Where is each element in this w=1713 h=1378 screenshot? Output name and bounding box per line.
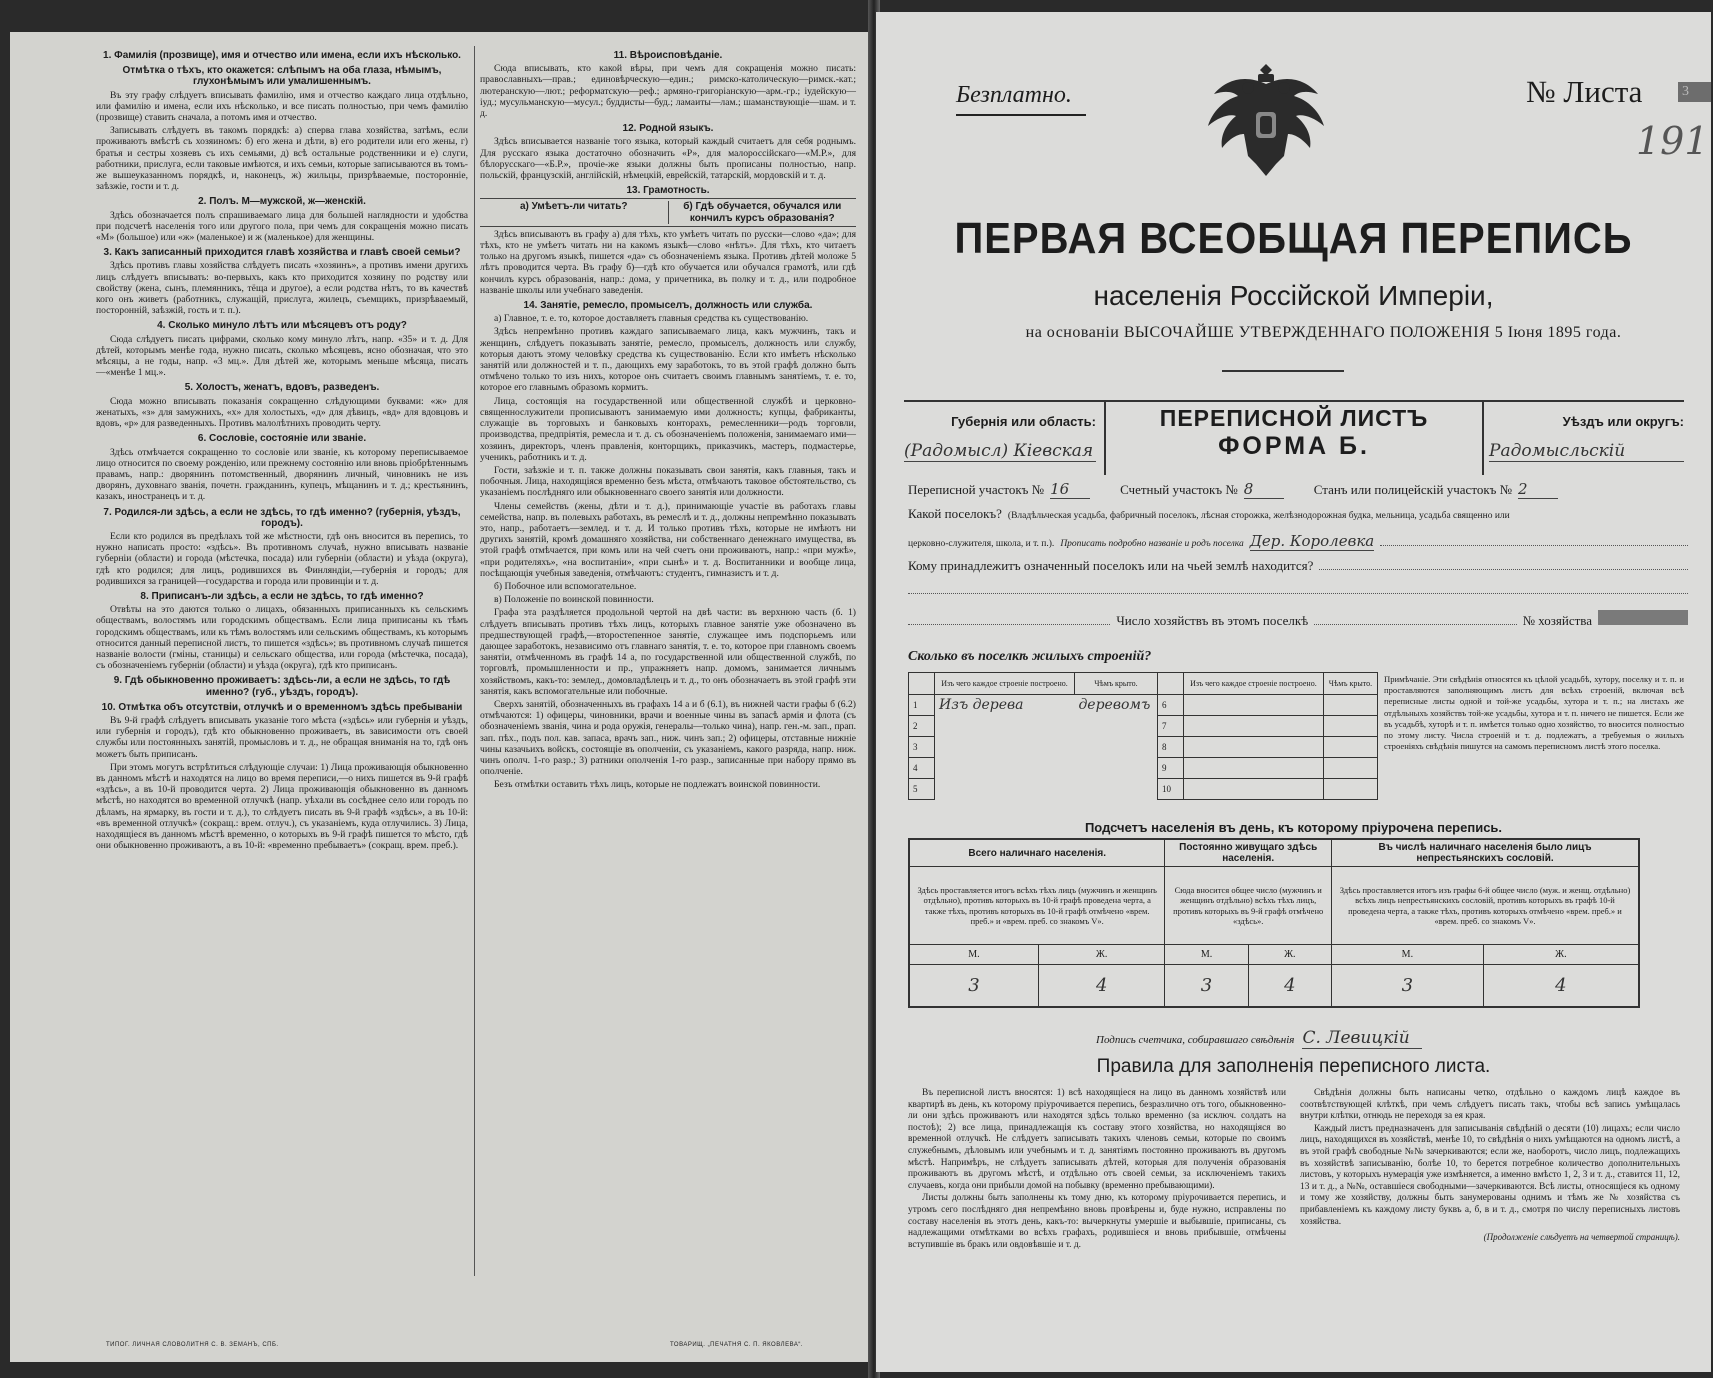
instruction-heading: 11. Вѣроисповѣданіе. — [613, 50, 723, 61]
sheet-number-box — [1678, 82, 1711, 102]
instruction-paragraph: Лица, состоящія на государственной или общественной службѣ и церковно-священнослужители прописываютъ занимаемую ими должность; купцы, фабриканты, служащіе въ торговыхъ и банковыхъ конторахъ, ремесленники—родъ торговли, производства, предпріятія, ремесла и т. д. съ обозначеніемъ положенія, занимаемаго ими—хозяинъ, директоръ, членъ правленія, конторщикъ, приказчикъ, мастеръ, подмастерье, ученикъ, работникъ и т. д. — [480, 395, 856, 463]
instruction-heading: 14. Занятіе, ремесло, промыселъ, должность или служба. — [523, 300, 813, 312]
household-no-label: № хозяйства — [1522, 613, 1593, 628]
rules-title: Правила для заполненія переписного листа. — [1096, 1056, 1491, 1077]
province-value: (Радомысл) Кіевская — [904, 441, 1096, 462]
settlement-row-2 — [908, 532, 1688, 558]
building-roof — [1323, 716, 1377, 737]
bld-num-head — [909, 673, 935, 695]
population-count-table — [908, 838, 1640, 1008]
households-dots — [1314, 615, 1516, 625]
signature-row — [1096, 1028, 1422, 1049]
blank-dots — [908, 584, 1688, 594]
count-permanent-head: Постоянно живущаго здѣсь населенія. — [1165, 839, 1332, 867]
owner-label: Кому принадлежитъ означенный поселокъ или на чьей землѣ находится? — [908, 558, 1314, 573]
instruction-paragraph: Графа эта раздѣляется продольной чертой на двѣ части: въ верхнюю часть (б. 1) слѣдуетъ вписывать противъ тѣхъ лицъ, которыхъ главное занятіе уже обозначено въ предшествующей графѣ,—второстепенное занятіе, служащее имъ подспорьемъ или дающее заработокъ, независимо отъ главнаго занятія, т. е. то, которое при главномъ своемъ занятіи, отмѣченномъ въ графѣ 14 а, по государственной или общественной службѣ, по торговлѣ, промышленности и пр., упражняетъ напр. домомъ, занимается личнымъ хозяйствомъ, какъ-то: землед., домовладѣлецъ и т. д., то онъ обозначаетъ въ этой графѣ эти занятія, какъ вспомогательные или побочные. — [480, 607, 856, 697]
form-title-block — [1104, 400, 1484, 475]
instruction-heading: 5. Холостъ, женатъ, вдовъ, разведенъ. — [184, 382, 380, 394]
literacy-subheading: а) Умѣетъ-ли читать? — [480, 201, 669, 223]
building-row — [909, 695, 1378, 716]
province-label: Губернія или область: — [951, 414, 1096, 429]
count-f-label: Ж. — [1248, 945, 1331, 965]
imprint-right: ТОВАРИЩ. „ПЕЧАТНЯ С. П. ЯКОВЛЕВА“. — [670, 1342, 804, 1348]
instruction-heading: 8. Приписанъ-ли здѣсь, а если не здѣсь, то гдѣ именно? — [140, 590, 424, 602]
building-material — [1183, 695, 1323, 716]
bld-roof-head-left: Чѣмъ крыто. — [1074, 673, 1157, 695]
instruction-paragraph: Отвѣты на это даются только о лицахъ, обязанныхъ приписанныхъ къ сельскимъ обществамъ, волостямъ или городскимъ обществамъ. Если лица приписаны къ тѣмъ городскимъ обществамъ, или къ тѣмъ волостямъ или сельскимъ обществамъ, къ которымъ относится данный переписной листъ, то пишется «здѣсь»; въ противномъ случаѣ пишется названіе волости (гміны, станицы) и сельскаго общества, или города (мѣстечка, посада), съ обозначеніемъ губерніи (области) и уѣзда (округа), гдѣ кто приписанъ. — [96, 604, 468, 672]
instruction-paragraph: б) Побочное или вспомогательное. — [494, 580, 637, 592]
count-nonpeasant-m: 3 — [1331, 965, 1483, 1007]
count-permanent-desc: Сюда вносится общее число (мужчинъ и женщинъ отдѣльно) всѣхъ тѣхъ лицъ, противъ которыхъ въ 9-й графѣ отмѣчено «здѣсь». — [1165, 867, 1332, 945]
handwritten-number: 191 — [1636, 119, 1709, 163]
building-material: Изъ дерева — [939, 697, 1024, 714]
instruction-paragraph: Члены семействъ (жены, дѣти и т. д.), принимающіе участіе въ работахъ главы семейства, напр. въ полевыхъ работахъ, въ ремеслѣ и т. д., должны непремѣнно показывать это, напр., работаетъ—землед. и т. д. И только противъ тѣхъ, которые не имѣютъ ни другихъ занятій, кромѣ домашняго хозяйства, ни собственнаго денежнаго имущества, въ этой графѣ отмѣчается, при комъ или на чей счетъ они проживаютъ, напр.: «при мужѣ», «при родителяхъ», «на воспитаніи», «при сынѣ» и т. д. Воспитанники и вообще лица, посѣщающія учебныя заведенія, отмѣчаютъ: студентъ, гимназистъ и т. д. — [480, 500, 856, 579]
rules-right-paragraph: Свѣдѣнія должны быть написаны четко, отдѣльно о каждомъ лицѣ каждое въ соотвѣтствующей клѣткѣ, при чемъ слѣдуетъ писать такъ, чтобы всѣ запись умѣщалась внутри клѣтки, отнюдь не переходя за ея края. — [1300, 1088, 1680, 1122]
households-row — [908, 610, 1688, 636]
imprint-left: ТИПОГ. ЛИЧНАЯ СЛОВОЛИТНЯ С. В. ЗЕМАНЪ, СПБ. — [106, 1342, 279, 1348]
building-roof — [1323, 695, 1377, 716]
instruction-heading: 4. Сколько минуло лѣтъ или мѣсяцевъ отъ роду? — [157, 320, 407, 332]
instruction-heading: 13. Грамотность. — [626, 185, 710, 197]
census-title: ПЕРВАЯ ВСЕОБЩАЯ ПЕРЕПИСЬ — [954, 215, 1633, 263]
column-divider — [474, 46, 475, 1276]
instruction-paragraph: Въ 9-й графѣ слѣдуетъ вписывать указаніе того мѣста («здѣсь» или губернія и уѣздъ, или губернія и городъ), гдѣ кто обыкновенно проживаетъ, въ зависимости отъ своей службы или постоянныхъ занятій, промысловъ и т. д., не обращая вниманія на то, гдѣ онъ можетъ быть приписанъ. — [96, 714, 468, 760]
census-subtitle: населенія Россійской Имперіи, — [1093, 280, 1494, 311]
district-label: Уѣздъ или округъ: — [1562, 414, 1684, 429]
instruction-paragraph: При этомъ могутъ встрѣтиться слѣдующіе случаи: 1) Лица проживающія обыкновенно въ данномъ мѣстѣ и находятся на лицо во время переписи,—о нихъ пишется въ 9-й графѣ «здѣсь», а въ 10-й проводится черта. 2) Лица проживающія обыкновенно въ данномъ мѣстѣ, но находятся во временной отлучкѣ (напр. уѣхали въ сосѣднее село или городъ по дѣламъ, на ярмарку, въ гости и т. д.), то слѣдуетъ писать въ 9-й графѣ «здѣсь», а въ 10-й: «въ временной отлучкѣ» (сокращ.: врем. отлуч.), съ указаніемъ, куда отлучились. 3) Лица, находящіеся въ данномъ мѣстѣ временно, о которыхъ въ 9-й графѣ пишется то мѣсто, гдѣ они обыкновенно проживаютъ, а въ 10-й: «временно пребываетъ» (сокращ. врем. преб.). — [96, 761, 468, 852]
count-m-label: М. — [1331, 945, 1483, 965]
instruction-heading: 12. Родной языкъ. — [622, 123, 714, 135]
building-material — [935, 758, 1075, 779]
location-fields — [908, 480, 1688, 636]
free-underline — [956, 114, 1086, 116]
census-district-label: Переписной участокъ № — [908, 482, 1045, 497]
population-count-title: Подсчетъ населенія въ день, къ которому пріурочена перепись. — [1084, 820, 1503, 835]
signature-label: Подпись счетчика, собиравшаго свѣдѣнія — [1096, 1034, 1295, 1046]
building-roof — [1074, 758, 1157, 779]
instruction-paragraph: Здѣсь непремѣнно противъ каждаго записываемаго лица, какъ мужчинъ, такъ и женщинъ, слѣдуетъ показывать занятіе, ремесло, промыселъ, должность или службу, которыя даютъ этому человѣку средства къ существованію. Если кто имѣетъ нѣсколько занятій или должностей и т. п., дающихъ ему заработокъ, то въ этой графѣ должно быть отмѣчено только то изъ нихъ, которое онъ считаетъ своимъ главнымъ занятіемъ, т. е. то, которое его главнымъ образомъ кормитъ. — [480, 326, 856, 394]
building-material — [935, 779, 1075, 800]
building-row — [909, 779, 1378, 800]
count-m-label: М. — [1165, 945, 1248, 965]
district-block — [1489, 414, 1684, 474]
buildings-note: Примѣчаніе. Эти свѣдѣнія относятся къ цѣлой усадьбѣ, хутору, поселку и т. п. и проставляются заполняющимъ листъ для всѣхъ строеній, включая всѣ переписные листы одной и той-же усадьбы, хутора и т. п.; на листахъ же отдѣльныхъ хозяйствъ той-же усадьбы, хутора и т. п. ничего не пишется. Если же въ усадьбѣ, хуторѣ и т. п. имѣется только одно хозяйство, то вносится полностью по этому листу. Числа строеній и т. д. подлежатъ, а требуемыя о жилыхъ строеніяхъ свѣдѣнія пишутся на самомъ переписномъ листѣ этого поселка. — [1384, 674, 1684, 752]
building-number: 2 — [909, 716, 935, 737]
count-nonpeasant-desc: Здѣсь проставляется итогъ изъ графы 6-й общее число (муж. и женщ. отдѣльно) всѣхъ лицъ непрестьянскихъ сословій, противъ которыхъ въ графѣ 10-й проведена черта, а также тѣхъ, противъ которыхъ отмѣчено «врем. преб.» и «врем. преб. со знакомъ V». — [1331, 867, 1639, 945]
household-no-box — [1598, 610, 1688, 625]
building-material — [935, 737, 1075, 758]
building-roof: деревомъ — [1078, 697, 1151, 714]
bld-roof-head-right: Чѣмъ крыто. — [1323, 673, 1377, 695]
settlement-label: Какой поселокъ? — [908, 506, 1002, 521]
instruction-paragraph: Здѣсь вписывается названіе того языка, который каждый считаетъ для себя роднымъ. Для русскаго языка достаточно обозначить «Р», для малороссійскаго—«М.Р.», для бѣлорусскаго—«Б.Р.», прочіе-же языки должны быть прописаны полностью, напр. польскій, французскій, англійскій, нѣмецкій, еврейскій, татарскій, мордовскій и т. д. — [480, 136, 856, 182]
instruction-paragraph: Сюда можно вписывать показанія сокращенно слѣдующими буквами: «ж» для женатыхъ, «з» для замужнихъ, «х» для холостыхъ, «д» для дѣвицъ, «вд» для вдовцовъ и вдовъ, «р» для разведенныхъ. Противъ малолѣтнихъ проводить черту. — [96, 395, 468, 430]
instruction-paragraph: Сюда слѣдуетъ писать цифрами, сколько кому минуло лѣтъ, напр. «35» и т. д. Для дѣтей, которымъ менѣе года, нужно писать, сколько мѣсяцевъ, ясно обозначая, что это мѣсяцы, а не годы, напр. «3 мц.». Для дѣтей же, которымъ меньше мѣсяца, писать —«менѣе 1 мц.». — [96, 333, 468, 379]
building-roof — [1074, 716, 1157, 737]
signature-value: С. Левицкій — [1302, 1028, 1422, 1049]
instruction-paragraph: Если кто родился въ предѣлахъ той же мѣстности, гдѣ онъ вносится въ перепись, то нужно написать просто: «здѣсь». Въ противномъ случаѣ, нужно вписывать названіе губерніи (области) и города (мѣстечка, посада) или губерніи (области) и уѣзда (округа), гдѣ кто родился; для лицъ, родившихся въ Финляндіи,—губернія и городъ; для родившихся за границей—государства и города или провинціи и т. д. — [96, 530, 468, 587]
districts-row — [908, 480, 1688, 506]
province-block — [904, 414, 1096, 474]
building-material — [1183, 716, 1323, 737]
free-label: Безплатно. — [956, 82, 1072, 108]
legal-basis: на основаніи ВЫСОЧАЙШЕ УТВЕРЖДЕННАГО ПОЛОЖЕНІЯ 5 Іюня 1895 года. — [1025, 324, 1622, 341]
settlement-dots — [1380, 536, 1688, 546]
instruction-paragraph: Сюда вписывать, кто какой вѣры, при чемъ для сокращенія можно писать: православныхъ—прав.; единовѣрческую—един.; римско-католическую—римск.-кат.; лютеранскую—лют.; реформатскую—реф.; армяно-григоріанскую—арм.-гр.; іудейскую—іуд.; мусульманскую—мусул.; буддисты—буд.; ламаиты—лам.; шаманствующіе—шам. и т. д. — [480, 63, 856, 120]
building-roof — [1074, 779, 1157, 800]
building-number: 10 — [1157, 779, 1183, 800]
left-page — [10, 32, 872, 1362]
building-roof — [1323, 758, 1377, 779]
police-district-label: Станъ или полицейскій участокъ № — [1313, 482, 1513, 497]
building-number: 9 — [1157, 758, 1183, 779]
form-type: ФОРМА Б. — [1218, 432, 1370, 460]
building-row — [909, 716, 1378, 737]
instruction-paragraph: Здѣсь обозначается полъ спрашиваемаго лица для большей наглядности и удобства при подсчетѣ населенія того или другого пола, при чемъ для сокращенія можно писать «М» (большое) или «ж» (маленькое) и ж (маленькое) для женщины. — [96, 209, 468, 244]
instruction-paragraph: Здѣсь противъ главы хозяйства слѣдуетъ писать «хозяинъ», а противъ имени другихъ лицъ слѣдуетъ вписывать: во-первыхъ, какъ кто приходится хозяину по родству или свойству (жена, сынъ, племянникъ, тёща и другое), а если родства нѣтъ, то въ качествѣ кого онъ живетъ (работникъ, служащій, прислуга, жилецъ, съемщикъ, призрѣваемый, посторонній, заѣзжій, гость и т. п.). — [96, 260, 468, 317]
rules-continued-note: (Продолженіе слѣдуетъ на четвертой страницѣ). — [1483, 1232, 1680, 1243]
buildings-title: Сколько въ поселкѣ жилыхъ строеній? — [908, 649, 1152, 664]
form-header — [904, 400, 1684, 475]
count-f-label: Ж. — [1038, 945, 1164, 965]
blank-row — [908, 584, 1688, 610]
bld-what-head-right: Изъ чего каждое строеніе построено. — [1183, 673, 1323, 695]
count-total-head: Всего наличнаго населенія. — [909, 839, 1165, 867]
instruction-paragraph: Безъ отмѣтки оставить тѣхъ лицъ, которые не подлежатъ воинской повинности. — [494, 779, 821, 791]
building-material — [1183, 758, 1323, 779]
instruction-heading: 6. Сословіе, состояніе или званіе. — [197, 433, 367, 445]
settlement-write-label: Прописать подробно названіе и родъ поселка — [1060, 539, 1244, 549]
instruction-paragraph: Гости, заѣзжіе и т. п. также должны показывать свои занятія, какъ главныя, такъ и побочныя. Лица, находящіяся временно безъ мѣста, отмѣчаютъ таковое обстоятельство, съ указаніемъ послѣдняго или обыкновеннаго своего занятія или должности. — [480, 464, 856, 499]
rules-left-paragraph: Въ переписной листъ вносятся: 1) всѣ находящіеся на лицо въ данномъ хозяйствѣ или квартирѣ въ день, къ которому пріурочивается перепись, безразлично отъ того, обыкновенно-ли они здѣсь проживаютъ или находятся здѣсь только временно (за исключ. солдатъ на постоѣ); 2) все лица, принадлежащія къ составу этого хозяйства, но находящіяся во временной отлучкѣ. Не слѣдуетъ записывать такихъ членовъ семьи, которые по своимъ служебнымъ, дѣловымъ или учебнымъ и т. д. занятіямъ постоянно проживаютъ въ другомъ мѣстѣ. Напримѣръ, не слѣдуетъ записывать дѣтей, которыя для полученія образованія проживаютъ въ другомъ мѣстѣ, и отдѣльно отъ своей семьи, за исключеніемъ такихъ случаевъ, когда они прибыли домой на побывку (временно пребывающими). — [908, 1088, 1286, 1191]
bld-num-head-right — [1157, 673, 1183, 695]
settlement-row — [908, 506, 1688, 532]
count-permanent-f: 4 — [1248, 965, 1331, 1007]
instruction-heading: 1. Фамилія (прозвище), имя и отчество или имена, если ихъ нѣсколько. — [103, 50, 461, 61]
building-number: 7 — [1157, 716, 1183, 737]
building-row — [909, 758, 1378, 779]
building-material — [1183, 779, 1323, 800]
instructions-column-2 — [480, 46, 856, 793]
literacy-subheading: б) Гдѣ обучается, обучался или кончилъ курсъ образованія? — [683, 201, 842, 224]
instruction-heading: Отмѣтка о тѣхъ, кто окажется: слѣпымъ на оба глаза, нѣмымъ, глухонѣмымъ или умалишеннымъ. — [122, 65, 442, 88]
instruction-paragraph: Здѣсь отмѣчается сокращенно то сословіе или званіе, къ которому переписываемое лицо относится по своему рожденію, или прежнему состоянію или вновь пріобрѣтеннымъ правамъ, напр.: дворянинъ потомственный, дворянинъ личный, чиновникъ не изъ дворянъ, духовнаго званія, почетн. гражданинъ, купецъ, мѣщанинъ и т. д.; крестьянинъ, казакъ, иностранецъ и т. д. — [96, 446, 468, 503]
bld-what-head-left: Изъ чего каждое строеніе построено. — [935, 673, 1075, 695]
instruction-paragraph: Въ эту графу слѣдуетъ вписывать фамилію, имя и отчество каждаго лица отдѣльно, или фамилію и имена, если ихъ нѣсколько, и все писать полностью, при чемъ фамилію (прозвище) ставить сначала, а потомъ имя и отчество. — [96, 89, 468, 124]
counting-district-value: 8 — [1244, 480, 1284, 499]
count-f-label: Ж. — [1483, 945, 1639, 965]
district-value: Радомысльскій — [1489, 441, 1684, 462]
instruction-paragraph: а) Главное, т. е. то, которое доставляетъ главныя средства къ существованію. — [494, 313, 809, 325]
counting-district-label: Счетный участокъ № — [1120, 482, 1238, 497]
building-roof — [1323, 737, 1377, 758]
count-total-f: 4 — [1038, 965, 1164, 1007]
owner-row — [908, 558, 1688, 584]
census-district-value: 16 — [1050, 480, 1090, 499]
count-nonpeasant-head: Въ числѣ наличнаго населенія было лицъ непрестьянскихъ сословій. — [1331, 839, 1639, 867]
building-number: 8 — [1157, 737, 1183, 758]
rules-left-column — [908, 1088, 1286, 1252]
right-page — [876, 12, 1711, 1372]
building-number: 1 — [909, 695, 935, 716]
settlement-hint-2: церковно-служителя, школа, и т. п.). — [908, 539, 1055, 549]
instruction-paragraph: в) Положеніе по воинской повинности. — [494, 594, 654, 606]
title-rule — [1222, 370, 1344, 372]
count-nonpeasant-f: 4 — [1483, 965, 1639, 1007]
building-number: 5 — [909, 779, 935, 800]
instruction-heading: 9. Гдѣ обыкновенно проживаетъ: здѣсь-ли, а если не здѣсь, то гдѣ именно? (губ., уѣздъ, городъ). — [113, 675, 451, 698]
instruction-heading: 3. Какъ записанный приходится главѣ хозяйства и главѣ своей семьи? — [103, 247, 461, 259]
households-label: Число хозяйствъ въ этомъ поселкѣ — [1116, 613, 1309, 628]
buildings-table — [908, 672, 1378, 800]
households-lead-dots — [908, 615, 1110, 625]
instruction-paragraph: Записывать слѣдуетъ въ такомъ порядкѣ: а) сперва глава хозяйства, затѣмъ, если проживаютъ вмѣстѣ съ хозяиномъ: б) его жена и дѣти, в) его родители или его жены, г) братья и сестры хозяевъ съ ихъ семьями, д) всѣ остальные родственники и е) слуги, работники, прислуга, если таковые имѣются, и ихъ семьи, которые записываются въ томъ-же вышеуказанномъ порядкѣ, и, наконецъ, ж) жильцы, призрѣваемые, посторонніе, заѣзжіе, гости и т. д. — [96, 125, 468, 193]
sheet-number-label: № Листа — [1526, 74, 1643, 109]
instruction-heading: 10. Отмѣтка объ отсутствіи, отлучкѣ и о временномъ здѣсь пребываніи — [101, 701, 463, 713]
building-number: 4 — [909, 758, 935, 779]
rules-left-paragraph: Листы должны быть заполнены къ тому дню, къ которому пріурочивается перепись, и утромъ сего послѣдняго дня непремѣнно вновь провѣрены и, буде нужно, исправлены по составу населенія въ этотъ день, какъ-то: вычеркнуты умершіе и выбывшіе, приписаны, съ надлежащими отмѣтками во всѣхъ графахъ, родившіеся и вновь прибывшіе, отмѣчены вступившіе въ бракъ или овдовѣвшіе и т. д. — [908, 1193, 1286, 1250]
instructions-column-1 — [96, 46, 468, 853]
double-headed-eagle-icon — [1204, 60, 1328, 180]
rules-right-column — [1300, 1088, 1680, 1244]
building-material — [1183, 737, 1323, 758]
settlement-value: Дер. Королевка — [1249, 532, 1375, 550]
instruction-heading: 2. Полъ. М—мужской, ж—женскій. — [198, 196, 366, 208]
form-title: ПЕРЕПИСНОЙ ЛИСТЪ — [1159, 405, 1429, 431]
instruction-heading: 7. Родился-ли здѣсь, а если не здѣсь, то гдѣ именно? (губернія, уѣздъ, городъ). — [103, 506, 461, 529]
police-district-value: 2 — [1518, 480, 1558, 499]
building-number: 3 — [909, 737, 935, 758]
settlement-hint: (Владѣльческая усадьба, фабричный поселокъ, лѣсная сторожка, желѣзнодорожная будка, мельница, усадьба священно или — [1007, 511, 1510, 521]
count-total-desc: Здѣсь проставляется итогъ всѣхъ тѣхъ лицъ (мужчинъ и женщинъ отдѣльно), противъ которыхъ въ 10-й графѣ проведена черта, а также тѣхъ, противъ которыхъ въ 10-й графѣ отмѣчено «врем. преб.» и «врем. преб. со знакомъ V». — [909, 867, 1165, 945]
building-number: 6 — [1157, 695, 1183, 716]
building-row — [909, 737, 1378, 758]
count-total-m: 3 — [909, 965, 1038, 1007]
building-roof — [1323, 779, 1377, 800]
rules-right-paragraph: Каждый листъ предназначенъ для записыванія свѣдѣній о десяти (10) лицахъ; если число лицъ, находящихся въ хозяйствѣ, менѣе 10, то свѣдѣнія о нихъ умѣщаются на одномъ листѣ, а въ этой графѣ свободные №№ зачеркиваются; если же, наоборотъ, число лицъ, подлежащихъ въ хозяйствѣ записыванію, болѣе 10, то берется потребное количество дополнительныхъ листовъ, у которыхъ нумерація уже измѣняется, а именно вмѣсто 1, 2, 3 и т. д., ставится 11, 12, 13 и т. д., а №№, оставшіеся свободными—зачеркиваются. Всѣ листы, относящіеся къ одному и тому же хозяйству, должны быть занумерованы однимъ и тѣмъ же № хозяйства съ прибавленіемъ къ каждому листу буквъ а, б, в и т. д., смотря по числу переписныхъ листовъ хозяйства. — [1300, 1123, 1680, 1227]
count-permanent-m: 3 — [1165, 965, 1248, 1007]
count-m-label: М. — [909, 945, 1038, 965]
sheet-number-value: 3 — [1682, 84, 1689, 99]
building-roof — [1074, 737, 1157, 758]
literacy-split-header — [480, 198, 856, 226]
instruction-paragraph: Сверхъ занятій, обозначенныхъ въ графахъ 14 а и б (6.1), въ нижней части графы б (6.2) отмѣчаются: 1) офицеры, чиновники, врачи и военные чины въ запасѣ армія и флота (съ обозначеніемъ званія, чина и рода оружія, генералы—только чина), напр. ген.-м. зап., прап. зап. пѣх., подъ пол. кав. запаса, врачъ зап., ниж. чинъ зап.; 2) офицеры, отставные нижніе чины казачьихъ войскъ, состоящіе въ ополченіи, съ указаніемъ, какого разряда, напр. ниж. чинъ ополч. 1-го разр.; 3) ратники ополченія 1-го разр., записанные при набору прямо въ ополченіе. — [480, 698, 856, 778]
owner-dots — [1319, 560, 1688, 570]
instruction-paragraph: Здѣсь вписываютъ въ графу а) для тѣхъ, кто умѣетъ читать по русски—слово «да»; для тѣхъ, кто не умѣетъ читать ни на какомъ языкѣ—слово «нѣтъ». Для тѣхъ, кто читаетъ только на другомъ языкѣ, пишется «да» съ обозначеніемъ языка. Противъ дѣтей моложе 5 лѣтъ проводится черта. Въ графу б)—гдѣ кто обучается или обучался грамотѣ, или гдѣ кончилъ курсъ образованія, напр.: дома, у причетника, въ полку и т. д., или подробное названіе школы или учебнаго заведенія. — [480, 228, 856, 296]
building-material — [935, 716, 1075, 737]
